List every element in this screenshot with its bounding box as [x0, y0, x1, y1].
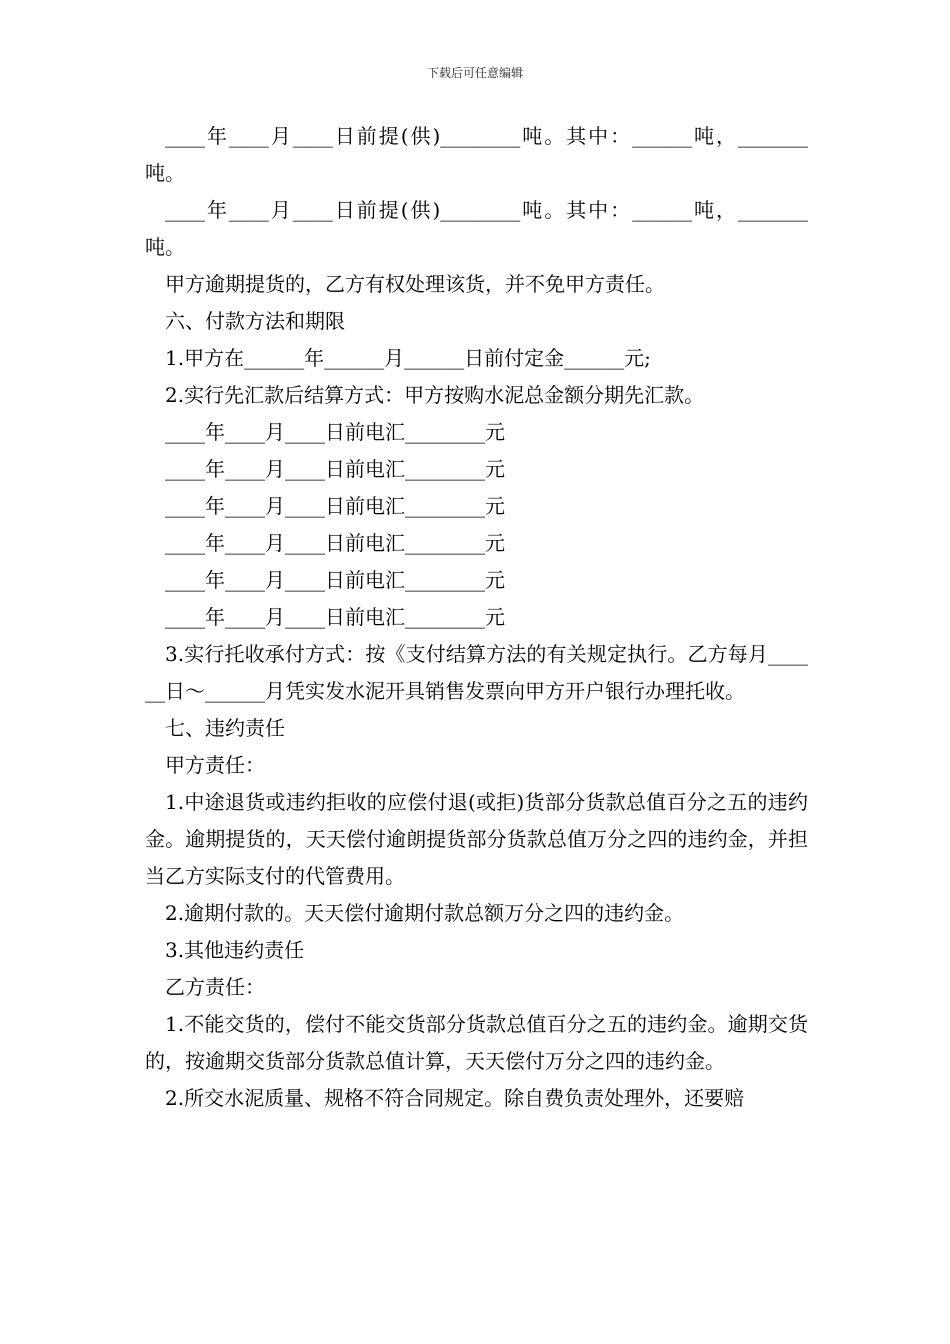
paragraph: 甲方逾期提货的，乙方有权处理该货，并不免甲方责任。	[165, 272, 665, 296]
payment-line: ____年____月____日前电汇________元	[165, 457, 505, 481]
paragraph: 2.所交水泥质量、规格不符合同规定。除自费负责处理外，还要赔	[165, 1086, 745, 1110]
paragraph: 2.逾期付款的。天天偿付逾期付款总额万分之四的违约金。	[165, 901, 685, 925]
paragraph: ____年____月____日前提(供)________吨。其中：______吨，_______吨。	[145, 198, 808, 259]
paragraph: 1.甲方在______年______月______日前付定金______元;	[165, 346, 651, 370]
section-heading: 七、违约责任	[165, 716, 285, 740]
header-note: 下载后可任意编辑	[426, 66, 523, 80]
paragraph: 3.其他违约责任	[165, 938, 305, 962]
paragraph: 1.不能交货的，偿付不能交货部分货款总值百分之五的违约金。逾期交货的，按逾期交货部分货款总值计算，天天偿付万分之四的违约金。	[145, 1012, 808, 1073]
payment-line: ____年____月____日前电汇________元	[165, 531, 505, 555]
paragraph: ____年____月____日前提(供)________吨。其中：______吨，_______吨。	[145, 124, 808, 185]
subheading: 乙方责任：	[165, 975, 265, 999]
payment-line: ____年____月____日前电汇________元	[165, 568, 505, 592]
paragraph: 1.中途退货或违约拒收的应偿付退(或拒)货部分货款总值百分之五的违约金。逾期提货的，天天偿付逾朗提货部分货款总值万分之四的违约金，并担当乙方实际支付的代管费用。	[145, 790, 808, 888]
section-heading: 六、付款方法和期限	[165, 309, 345, 333]
paragraph: 3.实行托收承付方式：按《支付结算方法的有关规定执行。乙方每月______日～______月凭实发水泥开具销售发票向甲方开户银行办理托收。	[145, 642, 808, 703]
paragraph: 2.实行先汇款后结算方式：甲方按购水泥总金额分期先汇款。	[165, 383, 705, 407]
payment-line: ____年____月____日前电汇________元	[165, 605, 505, 629]
payment-line: ____年____月____日前电汇________元	[165, 494, 505, 518]
subheading: 甲方责任：	[165, 753, 265, 777]
payment-line: ____年____月____日前电汇________元	[165, 420, 505, 444]
document-body	[145, 118, 808, 1117]
